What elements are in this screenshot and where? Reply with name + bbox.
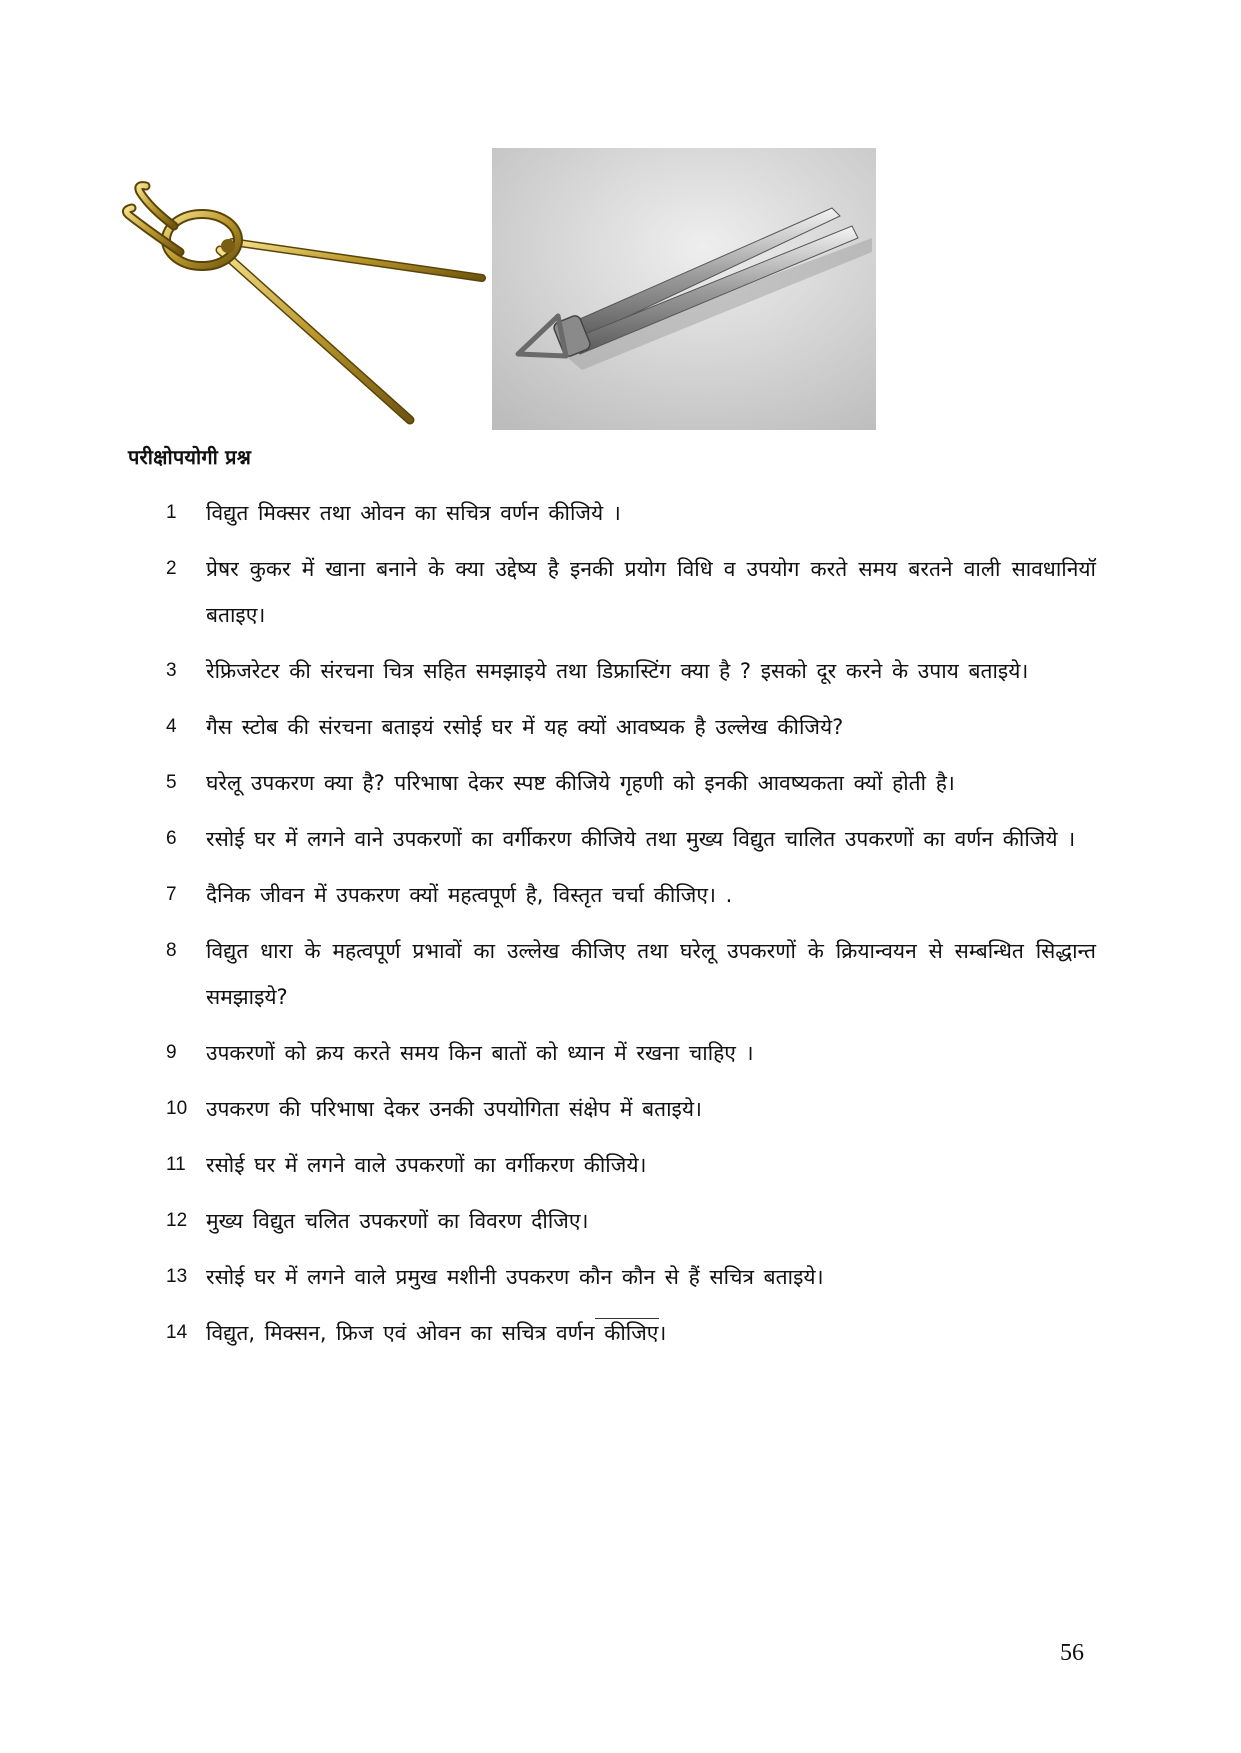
question-text: प्रेषर कुकर में खाना बनाने के क्या उद्देष्य है इनकी प्रयोग विधि व उपयोग करते समय बरतने वाली सावधानियॉ बताइए। bbox=[206, 557, 1096, 627]
question-item bbox=[166, 760, 1096, 806]
question-text: रसोई घर में लगने वाले प्रमुख मशीनी उपकरण कौन कौन से हैं सचित्र बताइये। bbox=[206, 1265, 824, 1289]
question-number: 6 bbox=[166, 828, 177, 849]
question-item bbox=[166, 816, 1096, 862]
question-text: घरेलू उपकरण क्या है? परिभाषा देकर स्पष्ट कीजिये गृहणी को इनकी आवष्यकता क्यों होती है। bbox=[206, 771, 955, 795]
steel-tongs-photo bbox=[492, 148, 876, 430]
question-number: 12 bbox=[166, 1210, 188, 1231]
question-number: 9 bbox=[166, 1042, 177, 1063]
question-number: 7 bbox=[166, 884, 177, 905]
question-item bbox=[166, 1310, 1096, 1356]
question-number: 10 bbox=[166, 1098, 188, 1119]
question-number: 3 bbox=[166, 660, 177, 681]
question-number: 5 bbox=[166, 772, 177, 793]
section-heading: परीक्षोपयोगी प्रश्न bbox=[128, 445, 252, 469]
question-item bbox=[166, 1142, 1096, 1188]
question-list bbox=[166, 490, 1096, 1366]
question-number: 8 bbox=[166, 940, 177, 961]
question-number: 4 bbox=[166, 716, 177, 737]
question-number: 14 bbox=[166, 1322, 188, 1343]
question-text: विद्युत मिक्सर तथा ओवन का सचित्र वर्णन कीजिये । bbox=[206, 501, 621, 525]
question-text: मुख्य विद्युत चलित उपकरणों का विवरण दीजिए। bbox=[206, 1209, 589, 1233]
question-number: 1 bbox=[166, 502, 177, 523]
question-item bbox=[166, 872, 1096, 918]
question-item bbox=[166, 490, 1096, 536]
question-item bbox=[166, 648, 1096, 694]
page-number: 56 bbox=[1060, 1640, 1084, 1666]
question-text: रसोई घर में लगने वाने उपकरणों का वर्गीकरण कीजिये तथा मुख्य विद्युत चालित उपकरणों का वर्णन कीजिये । bbox=[206, 827, 1076, 851]
brass-tongs-illustration bbox=[120, 180, 492, 430]
question-text: उपकरणों को क्रय करते समय किन बातों को ध्यान में रखना चाहिए । bbox=[206, 1041, 754, 1065]
question-text: विद्युत, मिक्सन, फ्रिज एवं ओवन का सचित्र वर्णन कीजिए। bbox=[206, 1321, 667, 1345]
question-item bbox=[166, 704, 1096, 750]
question-number: 2 bbox=[166, 558, 177, 579]
question-text: रेफ्रिजरेटर की संरचना चित्र सहित समझाइये तथा डिफ्रास्टिंग क्या है ? इसको दूर करने के उपाय बताइये। bbox=[206, 659, 1029, 683]
question-number: 11 bbox=[166, 1154, 186, 1175]
question-item bbox=[166, 1030, 1096, 1076]
question-text: रसोई घर में लगने वाले उपकरणों का वर्गीकरण कीजिये। bbox=[206, 1153, 647, 1177]
question-item bbox=[166, 546, 1096, 638]
question-item bbox=[166, 1198, 1096, 1244]
end-divider bbox=[595, 1318, 659, 1319]
question-item bbox=[166, 1254, 1096, 1300]
question-text: दैनिक जीवन में उपकरण क्यों महत्वपूर्ण है, विस्तृत चर्चा कीजिए। . bbox=[206, 883, 733, 907]
question-text: विद्युत धारा के महत्वपूर्ण प्रभावों का उल्लेख कीजिए तथा घरेलू उपकरणों के क्रियान्वयन से सम्बन्धित सिद्धान्त समझाइये? bbox=[206, 939, 1096, 1009]
question-item bbox=[166, 1086, 1096, 1132]
question-item bbox=[166, 928, 1096, 1020]
question-text: गैस स्टोब की संरचना बताइयं रसोई घर में यह क्यों आवष्यक है उल्लेख कीजिये? bbox=[206, 715, 844, 739]
question-text: उपकरण की परिभाषा देकर उनकी उपयोगिता संक्षेप में बताइये। bbox=[206, 1097, 702, 1121]
question-number: 13 bbox=[166, 1266, 188, 1287]
